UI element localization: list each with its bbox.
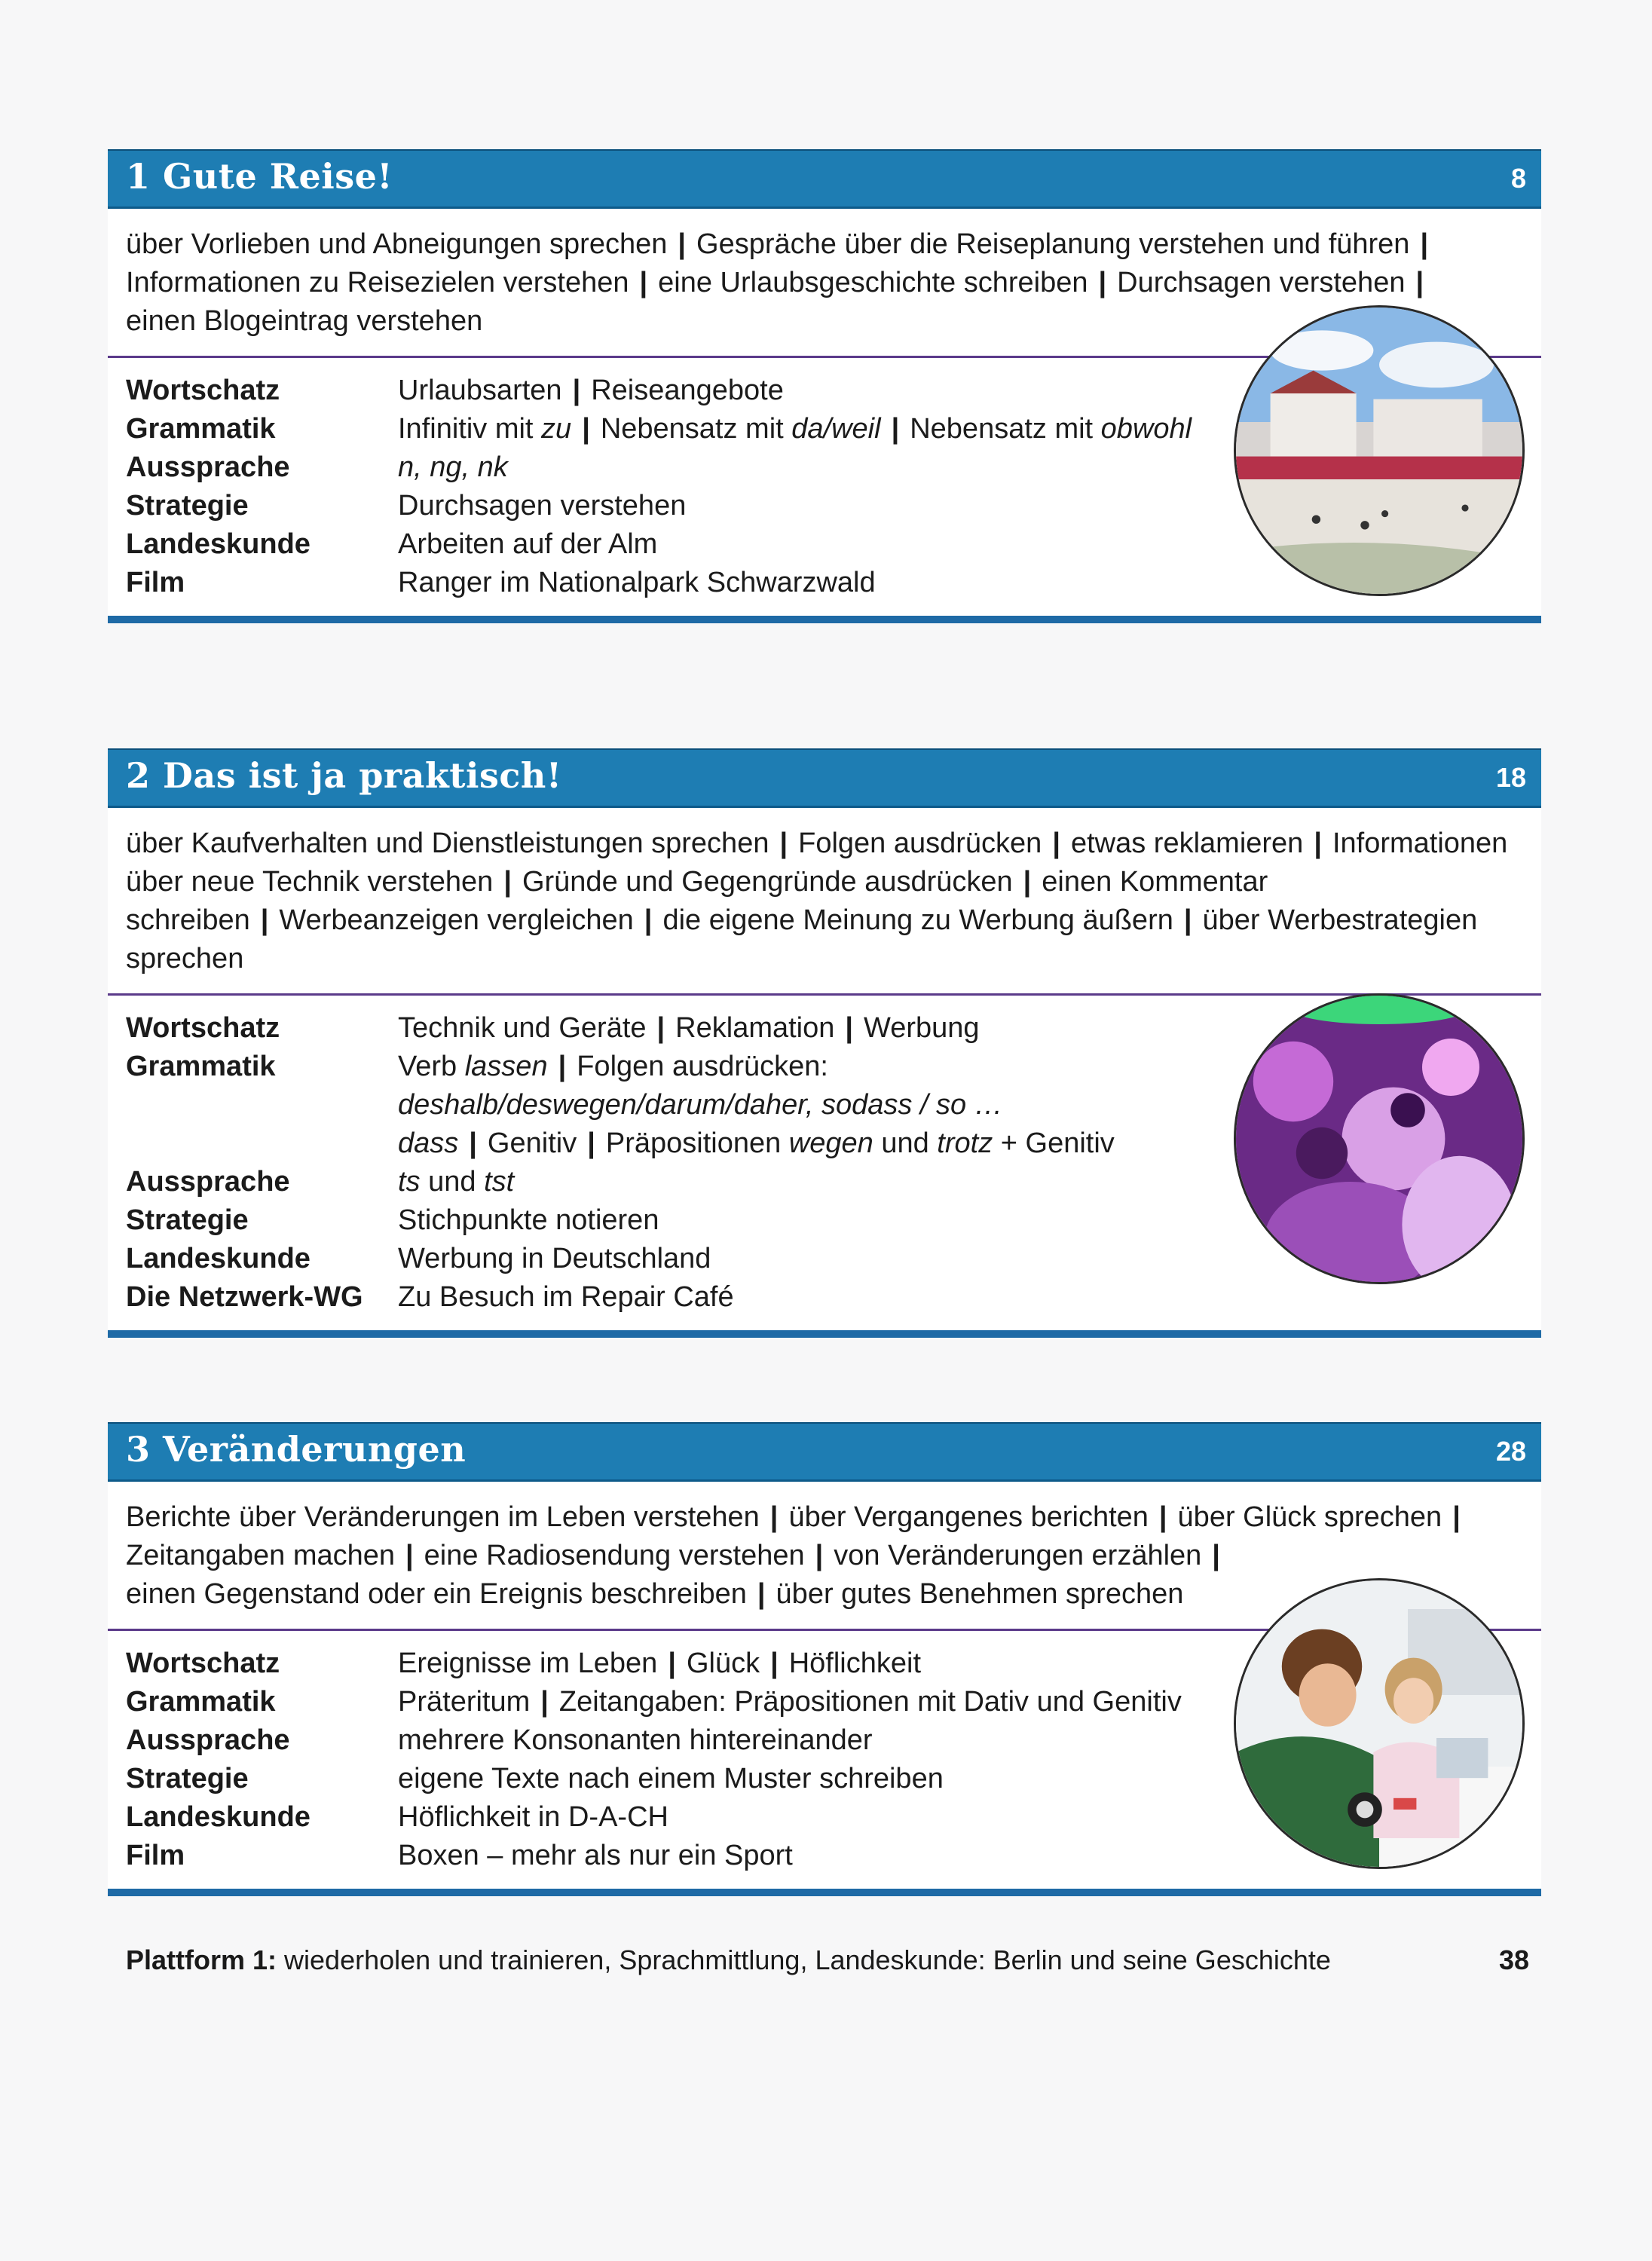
goal: Gründe und Gegengründe ausdrücken: [522, 866, 1013, 898]
label-wortschatz: Wortschatz: [126, 1648, 280, 1679]
label-strategie: Strategie: [126, 1763, 249, 1794]
value-aussprache: ts und tst: [398, 1166, 515, 1198]
goal: Zeitangaben machen: [126, 1540, 396, 1571]
goal: einen Blogeintrag verstehen: [126, 305, 483, 337]
unit-page-number[interactable]: 28: [1495, 1436, 1526, 1467]
separator: |: [1420, 228, 1429, 260]
goal: über Vergangenes berichten: [788, 1501, 1149, 1533]
label-landeskunde: Landeskunde: [126, 1243, 311, 1274]
label-film: Film: [126, 1840, 185, 1871]
value-strategie: eigene Texte nach einem Muster schreiben: [398, 1763, 944, 1794]
goal: die eigene Meinung zu Werbung äußern: [662, 904, 1173, 936]
unit-body: [108, 209, 1541, 623]
unit-page-number[interactable]: 18: [1495, 762, 1526, 793]
goal: über Kaufverhalten und Dienstleistungen sprechen: [126, 828, 769, 859]
children-robotics-photo: [1234, 1578, 1525, 1869]
value-landeskunde: Höflichkeit in D-A-CH: [398, 1801, 668, 1833]
silent-disco-photo: [1234, 993, 1525, 1284]
separator: |: [678, 228, 687, 260]
unit-details: [108, 358, 1541, 616]
goal: Gespräche über die Reiseplanung verstehen und führen: [696, 228, 1410, 260]
plattform-line: [126, 1942, 1529, 1978]
unit-body: [108, 808, 1541, 1338]
separator: |: [1452, 1501, 1461, 1533]
value-wortschatz: Technik und Geräte | Reklamation | Werbung: [398, 1012, 980, 1044]
goal: über Vorlieben und Abneigungen sprechen: [126, 228, 668, 260]
goal: über Werbestrategien sprechen: [126, 904, 1478, 974]
value-wortschatz: Ereignisse im Leben | Glück | Höflichkeit: [398, 1648, 922, 1679]
unit-goals: [108, 808, 1541, 993]
unit-title[interactable]: 2 Das ist ja praktisch!: [126, 755, 562, 796]
value-grammatik: Verb lassen | Folgen ausdrücken: deshalb/deswegen/darum/daher, sodass / so … dass | Genitiv | Präpositionen wegen und trotz + Genitiv: [398, 1051, 1115, 1159]
separator: |: [639, 267, 648, 298]
separator: |: [1158, 1501, 1167, 1533]
value-film[interactable]: Ranger im Nationalpark Schwarzwald: [398, 567, 876, 598]
goal: Informationen zu Reisezielen verstehen: [126, 267, 629, 298]
label-aussprache: Aussprache: [126, 1724, 290, 1756]
separator: |: [779, 828, 788, 859]
goal: Folgen ausdrücken: [798, 828, 1042, 859]
separator: |: [815, 1540, 824, 1571]
separator: |: [1314, 828, 1322, 859]
separator: |: [1098, 267, 1107, 298]
value-netzwerk-wg[interactable]: Zu Besuch im Repair Café: [398, 1281, 734, 1313]
value-film[interactable]: Boxen – mehr als nur ein Sport: [398, 1840, 793, 1871]
label-film: Film: [126, 567, 185, 598]
goal: etwas reklamieren: [1070, 828, 1304, 859]
plattform-text: wiederholen und trainieren, Sprachmittlung, Landeskunde: Berlin und seine Geschichte: [277, 1944, 1331, 1975]
goal: einen Kommentar schreiben: [126, 866, 1268, 936]
separator: |: [1023, 866, 1032, 898]
goal: eine Urlaubsgeschichte schreiben: [658, 267, 1088, 298]
label-grammatik: Grammatik: [126, 1051, 276, 1082]
divider: [108, 616, 1541, 623]
label-grammatik: Grammatik: [126, 1686, 276, 1718]
value-grammatik: Infinitiv mit zu | Nebensatz mit da/weil | Nebensatz mit obwohl: [398, 413, 1192, 445]
separator: |: [405, 1540, 414, 1571]
separator: |: [769, 1501, 779, 1533]
label-landeskunde: Landeskunde: [126, 1801, 311, 1833]
unit-1: [108, 149, 1541, 623]
goal: von Veränderungen erzählen: [834, 1540, 1202, 1571]
label-grammatik: Grammatik: [126, 413, 276, 445]
unit-body: [108, 1482, 1541, 1896]
unit-title[interactable]: 1 Gute Reise!: [126, 156, 393, 197]
value-landeskunde: Arbeiten auf der Alm: [398, 528, 658, 560]
unit-header: [108, 748, 1541, 808]
separator: |: [1415, 267, 1424, 298]
unit-2: [108, 748, 1541, 1338]
divider: [108, 1889, 1541, 1896]
label-netzwerk-wg: Die Netzwerk-WG: [126, 1281, 363, 1313]
unit-3: [108, 1422, 1541, 1896]
label-wortschatz: Wortschatz: [126, 375, 280, 406]
value-grammatik: Präteritum | Zeitangaben: Präpositionen mit Dativ und Genitiv: [398, 1686, 1182, 1718]
unit-page-number[interactable]: 8: [1510, 163, 1526, 194]
goal: über Glück sprechen: [1177, 1501, 1442, 1533]
label-landeskunde: Landeskunde: [126, 528, 311, 560]
value-landeskunde: Werbung in Deutschland: [398, 1243, 711, 1274]
separator: |: [1212, 1540, 1220, 1571]
plattform-page-number[interactable]: 38: [1498, 1944, 1529, 1975]
separator: |: [644, 904, 653, 936]
label-aussprache: Aussprache: [126, 451, 290, 483]
value-aussprache: n, ng, nk: [398, 451, 508, 483]
beach-resort-photo: [1234, 305, 1525, 596]
separator: |: [757, 1578, 766, 1610]
label-strategie: Strategie: [126, 1204, 249, 1236]
goal: Durchsagen verstehen: [1117, 267, 1406, 298]
goal: Berichte über Veränderungen im Leben verstehen: [126, 1501, 760, 1533]
value-strategie: Durchsagen verstehen: [398, 490, 687, 522]
separator: |: [1052, 828, 1060, 859]
unit-title[interactable]: 3 Veränderungen: [126, 1429, 467, 1470]
divider: [108, 1330, 1541, 1338]
goal: über gutes Benehmen sprechen: [776, 1578, 1184, 1610]
unit-details: [108, 1631, 1541, 1889]
goal: Informationen über neue Technik verstehen: [126, 828, 1508, 898]
separator: |: [1183, 904, 1192, 936]
value-strategie: Stichpunkte notieren: [398, 1204, 659, 1236]
goal: einen Gegenstand oder ein Ereignis beschreiben: [126, 1578, 747, 1610]
row-netzwerk-wg: [126, 1278, 1523, 1317]
label-strategie: Strategie: [126, 490, 249, 522]
value-wortschatz: Urlaubsarten | Reiseangebote: [398, 375, 784, 406]
unit-details: [108, 996, 1541, 1330]
separator: |: [503, 866, 512, 898]
value-aussprache: mehrere Konsonanten hintereinander: [398, 1724, 873, 1756]
unit-header: [108, 1422, 1541, 1482]
label-wortschatz: Wortschatz: [126, 1012, 280, 1044]
unit-header: [108, 149, 1541, 209]
label-aussprache: Aussprache: [126, 1166, 290, 1198]
goal: Werbeanzeigen vergleichen: [279, 904, 634, 936]
plattform-label: Plattform 1:: [126, 1944, 277, 1975]
separator: |: [260, 904, 269, 936]
goal: eine Radiosendung verstehen: [424, 1540, 805, 1571]
